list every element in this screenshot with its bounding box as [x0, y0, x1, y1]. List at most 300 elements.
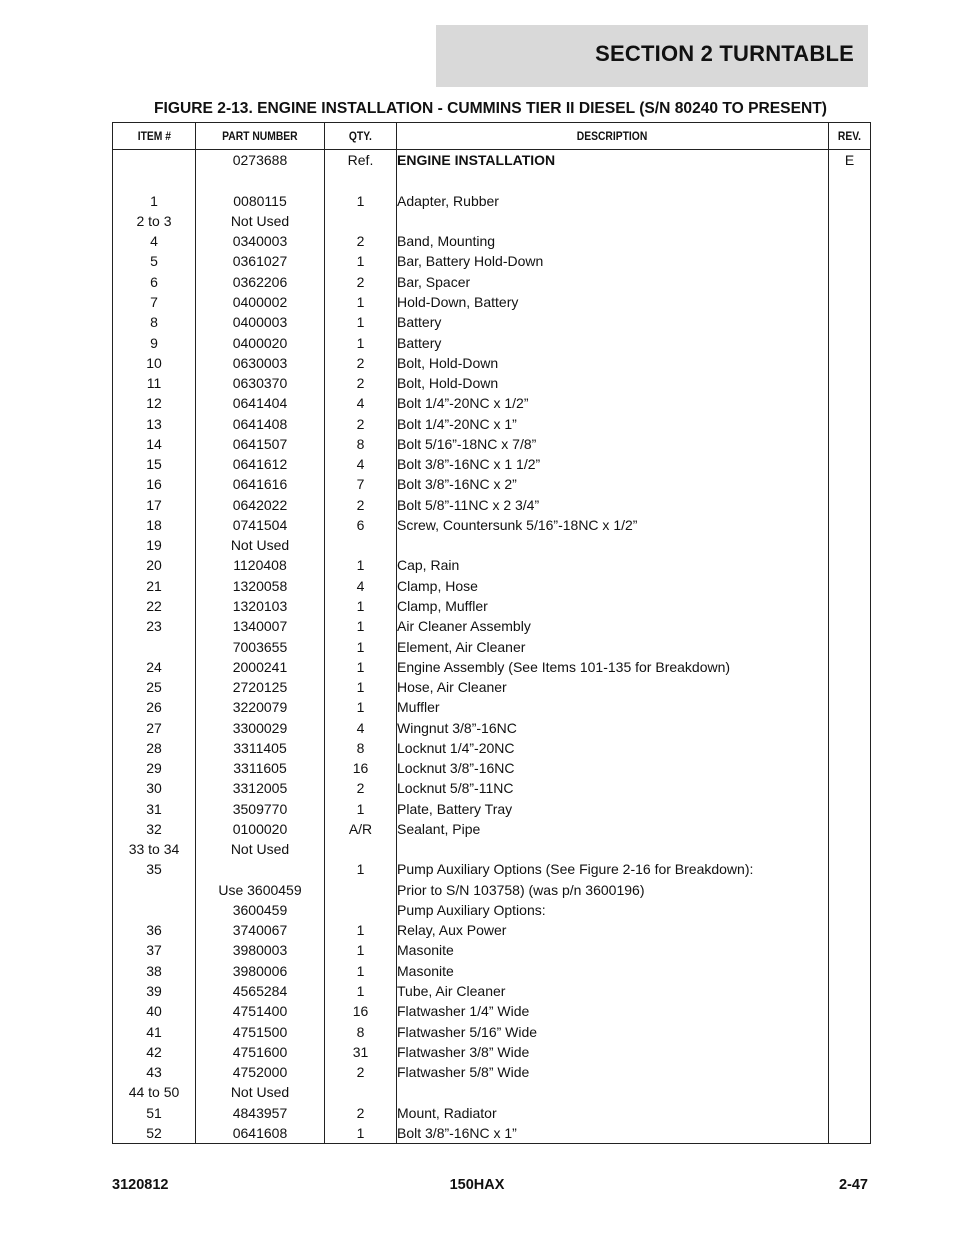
revision-cell [829, 576, 871, 596]
item-number-cell: 15 [113, 454, 196, 474]
revision-cell [829, 1001, 871, 1021]
description-cell: Pump Auxiliary Options (See Figure 2-16 for Breakdown): [397, 859, 829, 879]
table-row [113, 434, 871, 454]
figure-title: FIGURE 2-13. ENGINE INSTALLATION - CUMMINS TIER II DIESEL (S/N 80240 TO PRESENT) [154, 100, 827, 117]
revision-cell [829, 636, 871, 656]
section-header-banner [436, 25, 868, 87]
part-number-cell: 0630003 [196, 353, 325, 373]
item-number-cell: 7 [113, 292, 196, 312]
item-number-cell: 51 [113, 1102, 196, 1122]
section-title: SECTION 2 TURNTABLE [595, 41, 854, 66]
description-cell: Bolt 5/16”-18NC x 7/8” [397, 434, 829, 454]
table-row [113, 454, 871, 474]
description-cell: Clamp, Muffler [397, 596, 829, 616]
item-number-cell: 23 [113, 616, 196, 636]
quantity-cell [325, 1082, 397, 1102]
footer-document-number: 3120812 [112, 1177, 169, 1193]
quantity-cell: 1 [325, 940, 397, 960]
revision-cell [829, 474, 871, 494]
item-number-cell: 13 [113, 413, 196, 433]
parts-table [112, 122, 871, 1144]
description-cell: Pump Auxiliary Options: [397, 900, 829, 920]
table-row [113, 555, 871, 575]
revision-cell [829, 677, 871, 697]
part-number-cell: 0100020 [196, 819, 325, 839]
quantity-cell: 2 [325, 413, 397, 433]
column-header-rev: REV. [829, 123, 871, 150]
part-number-cell: 3300029 [196, 717, 325, 737]
footer-page-number: 2-47 [838, 1177, 868, 1193]
table-row [113, 495, 871, 515]
table-row [113, 170, 871, 190]
item-number-cell: 40 [113, 1001, 196, 1021]
description-cell: Masonite [397, 961, 829, 981]
quantity-cell: 4 [325, 393, 397, 413]
part-number-cell: Not Used [196, 211, 325, 231]
item-number-cell [113, 170, 196, 190]
item-number-cell: 1 [113, 191, 196, 211]
quantity-cell: 1 [325, 799, 397, 819]
revision-cell [829, 393, 871, 413]
quantity-cell: 2 [325, 373, 397, 393]
table-row [113, 900, 871, 920]
revision-cell [829, 272, 871, 292]
item-number-cell: 32 [113, 819, 196, 839]
table-row [113, 859, 871, 879]
quantity-cell: 8 [325, 434, 397, 454]
table-row [113, 677, 871, 697]
item-number-cell: 9 [113, 332, 196, 352]
table-row [113, 1042, 871, 1062]
table-row [113, 697, 871, 717]
part-number-cell: 2000241 [196, 657, 325, 677]
quantity-cell: 2 [325, 1102, 397, 1122]
table-row [113, 474, 871, 494]
description-cell: Bolt 5/8”-11NC x 2 3/4” [397, 495, 829, 515]
description-cell [397, 211, 829, 231]
item-number-cell: 37 [113, 940, 196, 960]
table-header-row [113, 123, 871, 150]
part-number-cell: 0641507 [196, 434, 325, 454]
item-number-cell: 6 [113, 272, 196, 292]
table-row [113, 393, 871, 413]
table-row [113, 596, 871, 616]
part-number-cell: 3220079 [196, 697, 325, 717]
item-number-cell [113, 150, 196, 171]
revision-cell [829, 799, 871, 819]
revision-cell [829, 211, 871, 231]
quantity-cell [325, 170, 397, 190]
item-number-cell: 38 [113, 961, 196, 981]
table-row [113, 413, 871, 433]
table-row [113, 1001, 871, 1021]
table-row [113, 1102, 871, 1122]
part-number-cell: 4752000 [196, 1062, 325, 1082]
revision-cell [829, 231, 871, 251]
column-header-part-number: PART NUMBER [196, 123, 325, 150]
item-number-cell: 33 to 34 [113, 839, 196, 859]
quantity-cell: Ref. [325, 150, 397, 171]
description-cell: Sealant, Pipe [397, 819, 829, 839]
revision-cell [829, 170, 871, 190]
table-row [113, 191, 871, 211]
table-row [113, 940, 871, 960]
revision-cell [829, 819, 871, 839]
part-number-cell: 1320103 [196, 596, 325, 616]
quantity-cell: A/R [325, 819, 397, 839]
quantity-cell: 8 [325, 1021, 397, 1041]
table-row [113, 211, 871, 231]
description-cell: Screw, Countersunk 5/16”-18NC x 1/2” [397, 515, 829, 535]
part-number-cell: Use 3600459 [196, 880, 325, 900]
revision-cell [829, 596, 871, 616]
item-number-cell: 52 [113, 1123, 196, 1144]
part-number-cell: 1340007 [196, 616, 325, 636]
table-row [113, 535, 871, 555]
description-cell: Adapter, Rubber [397, 191, 829, 211]
table-row [113, 758, 871, 778]
quantity-cell: 8 [325, 738, 397, 758]
description-cell: Bolt 3/8”-16NC x 2” [397, 474, 829, 494]
item-number-cell [113, 880, 196, 900]
part-number-cell: 4565284 [196, 981, 325, 1001]
item-number-cell: 36 [113, 920, 196, 940]
item-number-cell: 8 [113, 312, 196, 332]
table-row [113, 717, 871, 737]
part-number-cell: 0641612 [196, 454, 325, 474]
part-number-cell: 3311605 [196, 758, 325, 778]
table-row [113, 576, 871, 596]
part-number-cell: 0630370 [196, 373, 325, 393]
item-number-cell: 2 to 3 [113, 211, 196, 231]
part-number-cell: 0400002 [196, 292, 325, 312]
part-number-cell: 4751500 [196, 1021, 325, 1041]
table-row [113, 799, 871, 819]
revision-cell [829, 717, 871, 737]
item-number-cell: 30 [113, 778, 196, 798]
item-number-cell: 19 [113, 535, 196, 555]
revision-cell [829, 353, 871, 373]
description-cell [397, 535, 829, 555]
quantity-cell: 1 [325, 677, 397, 697]
item-number-cell: 20 [113, 555, 196, 575]
description-cell: Clamp, Hose [397, 576, 829, 596]
part-number-cell: 3509770 [196, 799, 325, 819]
description-cell: Battery [397, 312, 829, 332]
part-number-cell: 0273688 [196, 150, 325, 171]
revision-cell [829, 373, 871, 393]
revision-cell [829, 555, 871, 575]
part-number-cell: 0741504 [196, 515, 325, 535]
quantity-cell: 1 [325, 859, 397, 879]
item-number-cell: 31 [113, 799, 196, 819]
part-number-cell: 7003655 [196, 636, 325, 656]
part-number-cell: 4843957 [196, 1102, 325, 1122]
table-row [113, 880, 871, 900]
revision-cell [829, 191, 871, 211]
quantity-cell: 1 [325, 292, 397, 312]
quantity-cell: 2 [325, 778, 397, 798]
column-header-qty: QTY. [325, 123, 397, 150]
quantity-cell: 1 [325, 961, 397, 981]
quantity-cell: 4 [325, 717, 397, 737]
quantity-cell: 2 [325, 231, 397, 251]
part-number-cell: 3311405 [196, 738, 325, 758]
description-cell: Muffler [397, 697, 829, 717]
quantity-cell: 16 [325, 758, 397, 778]
revision-cell [829, 616, 871, 636]
revision-cell [829, 738, 871, 758]
part-number-cell: 3600459 [196, 900, 325, 920]
column-header-description: DESCRIPTION [397, 123, 829, 150]
part-number-cell: 3740067 [196, 920, 325, 940]
part-number-cell: 0080115 [196, 191, 325, 211]
revision-cell [829, 961, 871, 981]
quantity-cell: 16 [325, 1001, 397, 1021]
part-number-cell: 0400003 [196, 312, 325, 332]
column-header-item: ITEM # [113, 123, 196, 150]
part-number-cell: 0641404 [196, 393, 325, 413]
part-number-cell: Not Used [196, 535, 325, 555]
table-row [113, 981, 871, 1001]
quantity-cell: 1 [325, 251, 397, 271]
item-number-cell: 41 [113, 1021, 196, 1041]
quantity-cell: 1 [325, 596, 397, 616]
item-number-cell: 39 [113, 981, 196, 1001]
quantity-cell: 31 [325, 1042, 397, 1062]
revision-cell [829, 251, 871, 271]
part-number-cell: 0641408 [196, 413, 325, 433]
description-cell: Flatwasher 5/16” Wide [397, 1021, 829, 1041]
description-cell: Flatwasher 3/8” Wide [397, 1042, 829, 1062]
quantity-cell: 1 [325, 697, 397, 717]
revision-cell [829, 758, 871, 778]
revision-cell [829, 292, 871, 312]
table-row [113, 332, 871, 352]
item-number-cell [113, 636, 196, 656]
description-cell: Element, Air Cleaner [397, 636, 829, 656]
quantity-cell: 1 [325, 1123, 397, 1144]
part-number-cell: 1120408 [196, 555, 325, 575]
description-cell: Engine Assembly (See Items 101-135 for Breakdown) [397, 657, 829, 677]
quantity-cell: 4 [325, 454, 397, 474]
part-number-cell: 0642022 [196, 495, 325, 515]
quantity-cell: 1 [325, 616, 397, 636]
description-cell: Prior to S/N 103758) (was p/n 3600196) [397, 880, 829, 900]
description-cell: Flatwasher 5/8” Wide [397, 1062, 829, 1082]
part-number-cell: 3980006 [196, 961, 325, 981]
quantity-cell: 2 [325, 272, 397, 292]
revision-cell [829, 778, 871, 798]
item-number-cell: 22 [113, 596, 196, 616]
quantity-cell: 2 [325, 495, 397, 515]
revision-cell [829, 1082, 871, 1102]
table-row [113, 515, 871, 535]
item-number-cell: 16 [113, 474, 196, 494]
part-number-cell: 0361027 [196, 251, 325, 271]
revision-cell [829, 312, 871, 332]
item-number-cell: 43 [113, 1062, 196, 1082]
item-number-cell: 44 to 50 [113, 1082, 196, 1102]
item-number-cell: 12 [113, 393, 196, 413]
quantity-cell: 1 [325, 312, 397, 332]
quantity-cell: 4 [325, 576, 397, 596]
part-number-cell: 0641608 [196, 1123, 325, 1144]
part-number-cell: 0400020 [196, 332, 325, 352]
description-cell: Locknut 5/8”-11NC [397, 778, 829, 798]
revision-cell [829, 454, 871, 474]
description-cell: Masonite [397, 940, 829, 960]
revision-cell [829, 839, 871, 859]
table-row [113, 778, 871, 798]
quantity-cell: 1 [325, 920, 397, 940]
part-number-cell: 0340003 [196, 231, 325, 251]
quantity-cell: 7 [325, 474, 397, 494]
revision-cell: E [829, 150, 871, 171]
description-cell: ENGINE INSTALLATION [397, 150, 829, 171]
revision-cell [829, 920, 871, 940]
part-number-cell: 0641616 [196, 474, 325, 494]
table-row [113, 657, 871, 677]
quantity-cell [325, 880, 397, 900]
table-row [113, 251, 871, 271]
part-number-cell: 3980003 [196, 940, 325, 960]
revision-cell [829, 1102, 871, 1122]
revision-cell [829, 332, 871, 352]
description-cell [397, 839, 829, 859]
item-number-cell: 24 [113, 657, 196, 677]
table-row [113, 1021, 871, 1041]
description-cell: Tube, Air Cleaner [397, 981, 829, 1001]
description-cell: Bar, Battery Hold-Down [397, 251, 829, 271]
parts-table-body [113, 150, 871, 1144]
item-number-cell: 21 [113, 576, 196, 596]
table-row [113, 616, 871, 636]
revision-cell [829, 495, 871, 515]
description-cell: Bolt 1/4”-20NC x 1” [397, 413, 829, 433]
table-row [113, 312, 871, 332]
quantity-cell: 1 [325, 191, 397, 211]
item-number-cell: 42 [113, 1042, 196, 1062]
revision-cell [829, 900, 871, 920]
description-cell: Plate, Battery Tray [397, 799, 829, 819]
description-cell [397, 170, 829, 190]
revision-cell [829, 657, 871, 677]
table-row [113, 373, 871, 393]
part-number-cell [196, 859, 325, 879]
revision-cell [829, 1021, 871, 1041]
description-cell: Hose, Air Cleaner [397, 677, 829, 697]
revision-cell [829, 1042, 871, 1062]
description-cell: Locknut 3/8”-16NC [397, 758, 829, 778]
part-number-cell: 2720125 [196, 677, 325, 697]
revision-cell [829, 515, 871, 535]
description-cell: Cap, Rain [397, 555, 829, 575]
quantity-cell: 2 [325, 353, 397, 373]
item-number-cell: 4 [113, 231, 196, 251]
item-number-cell: 25 [113, 677, 196, 697]
part-number-cell: 1320058 [196, 576, 325, 596]
description-cell: Bolt 3/8”-16NC x 1 1/2” [397, 454, 829, 474]
quantity-cell: 1 [325, 555, 397, 575]
item-number-cell: 14 [113, 434, 196, 454]
quantity-cell: 1 [325, 981, 397, 1001]
description-cell [397, 1082, 829, 1102]
description-cell: Hold-Down, Battery [397, 292, 829, 312]
quantity-cell: 2 [325, 1062, 397, 1082]
table-row [113, 738, 871, 758]
part-number-cell: 0362206 [196, 272, 325, 292]
table-row [113, 636, 871, 656]
revision-cell [829, 413, 871, 433]
footer-model: 150HAX [449, 1177, 505, 1193]
item-number-cell: 28 [113, 738, 196, 758]
part-number-cell: 3312005 [196, 778, 325, 798]
quantity-cell [325, 900, 397, 920]
table-row [113, 353, 871, 373]
quantity-cell [325, 535, 397, 555]
table-row [113, 292, 871, 312]
table-row [113, 961, 871, 981]
item-number-cell: 18 [113, 515, 196, 535]
part-number-cell: 4751600 [196, 1042, 325, 1062]
description-cell: Bolt, Hold-Down [397, 373, 829, 393]
description-cell: Bar, Spacer [397, 272, 829, 292]
item-number-cell: 29 [113, 758, 196, 778]
table-row [113, 819, 871, 839]
item-number-cell: 26 [113, 697, 196, 717]
part-number-cell: 4751400 [196, 1001, 325, 1021]
description-cell: Band, Mounting [397, 231, 829, 251]
table-row [113, 1123, 871, 1144]
revision-cell [829, 940, 871, 960]
item-number-cell: 11 [113, 373, 196, 393]
table-row [113, 150, 871, 171]
quantity-cell [325, 211, 397, 231]
description-cell: Relay, Aux Power [397, 920, 829, 940]
revision-cell [829, 535, 871, 555]
part-number-cell: Not Used [196, 1082, 325, 1102]
description-cell: Wingnut 3/8”-16NC [397, 717, 829, 737]
item-number-cell [113, 900, 196, 920]
revision-cell [829, 1123, 871, 1144]
revision-cell [829, 1062, 871, 1082]
table-row [113, 839, 871, 859]
table-row [113, 272, 871, 292]
quantity-cell [325, 839, 397, 859]
description-cell: Bolt, Hold-Down [397, 353, 829, 373]
table-row [113, 920, 871, 940]
revision-cell [829, 981, 871, 1001]
item-number-cell: 27 [113, 717, 196, 737]
quantity-cell: 1 [325, 636, 397, 656]
item-number-cell: 5 [113, 251, 196, 271]
item-number-cell: 10 [113, 353, 196, 373]
quantity-cell: 1 [325, 657, 397, 677]
revision-cell [829, 859, 871, 879]
description-cell: Bolt 1/4”-20NC x 1/2” [397, 393, 829, 413]
description-cell: Mount, Radiator [397, 1102, 829, 1122]
description-cell: Flatwasher 1/4” Wide [397, 1001, 829, 1021]
part-number-cell: Not Used [196, 839, 325, 859]
revision-cell [829, 697, 871, 717]
quantity-cell: 6 [325, 515, 397, 535]
description-cell: Locknut 1/4”-20NC [397, 738, 829, 758]
part-number-cell [196, 170, 325, 190]
revision-cell [829, 880, 871, 900]
table-row [113, 231, 871, 251]
item-number-cell: 17 [113, 495, 196, 515]
